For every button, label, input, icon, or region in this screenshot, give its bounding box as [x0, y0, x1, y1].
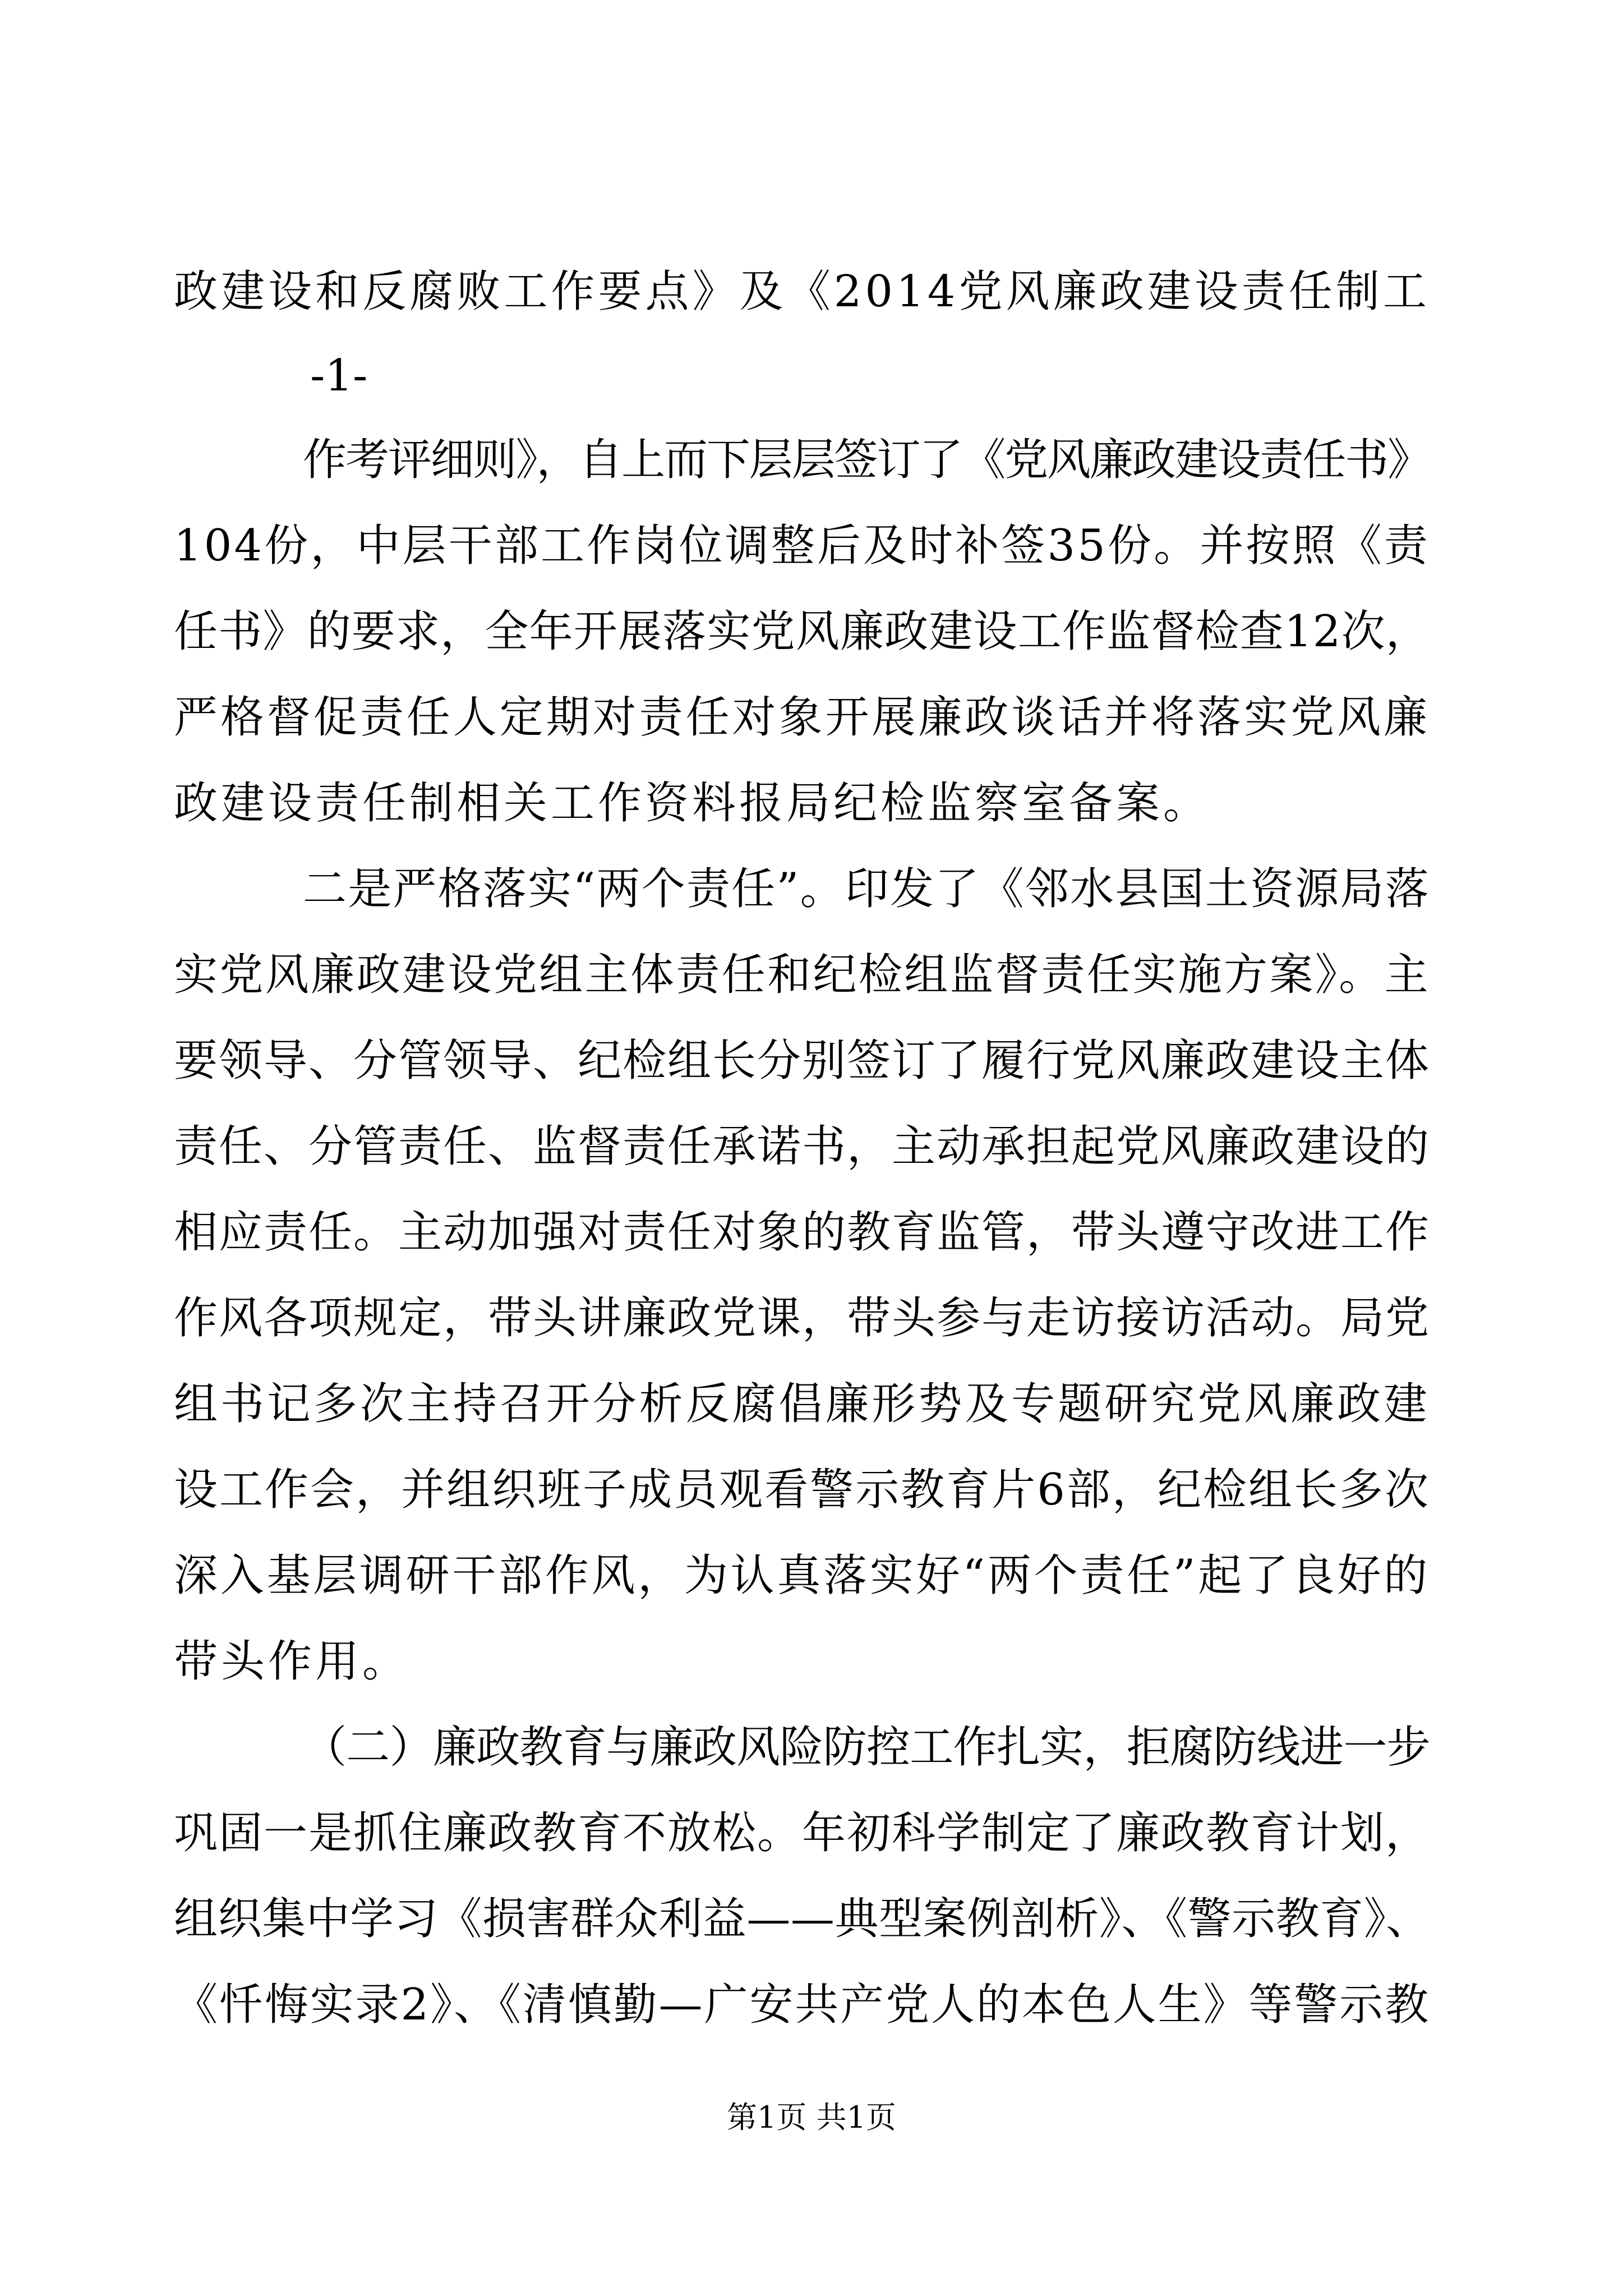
text-line-7: 二是严格落实“两个责任”。印发了《邻水县国土资源局落 [303, 864, 1430, 914]
page-footer: 第1页 共1页 [727, 2100, 896, 2135]
text-line-5: 严格督促责任人定期对责任对象开展廉政谈话并将落实党风廉 [174, 692, 1430, 743]
text-line-6: 政建设责任制相关工作资料报局纪检监察室备案。 [174, 778, 1211, 829]
text-line-9: 要领导、分管领导、纪检组长分别签订了履行党风廉政建设主体 [174, 1036, 1430, 1086]
text-line-2: 作考评细则》，自上而下层层签订了《党风廉政建设责任书》 [303, 435, 1430, 485]
page-marker: -1- [310, 351, 368, 401]
text-line-10: 责任、分管责任、监督责任承诺书，主动承担起党风廉政建设的 [174, 1121, 1430, 1172]
text-line-1: 政建设和反腐败工作要点》及《2014党风廉政建设责任制工 [174, 266, 1430, 317]
text-line-16: 带头作用。 [174, 1636, 410, 1687]
text-line-12: 作风各项规定，带头讲廉政党课，带头参与走访接访活动。局党 [174, 1293, 1430, 1343]
text-line-4: 任书》的要求，全年开展落实党风廉政建设工作监督检查12次， [174, 606, 1430, 657]
text-line-15: 深入基层调研干部作风，为认真落实好“两个责任”起了良好的 [174, 1550, 1430, 1601]
text-line-11: 相应责任。主动加强对责任对象的教育监管，带头遵守改进工作 [174, 1207, 1430, 1258]
text-line-17: （二）廉政教育与廉政风险防控工作扎实，拒腐防线进一步 [303, 1722, 1430, 1773]
text-line-3: 104份，中层干部工作岗位调整后及时补签35份。并按照《责 [174, 521, 1430, 571]
text-line-14: 设工作会，并组织班子成员观看警示教育片6部，纪检组长多次 [174, 1465, 1430, 1515]
text-line-18: 巩固一是抓住廉政教育不放松。年初科学制定了廉政教育计划， [174, 1808, 1430, 1858]
text-line-20: 《忏悔实录2》、《清慎勤—广安共产党人的本色人生》等警示教 [174, 1980, 1430, 2030]
text-line-8: 实党风廉政建设党组主体责任和纪检组监督责任实施方案》。主 [174, 950, 1430, 1000]
text-line-19: 组织集中学习《损害群众利益——典型案例剖析》、《警示教育》、 [174, 1894, 1430, 1944]
text-line-13: 组书记多次主持召开分析反腐倡廉形势及专题研究党风廉政建 [174, 1379, 1430, 1429]
